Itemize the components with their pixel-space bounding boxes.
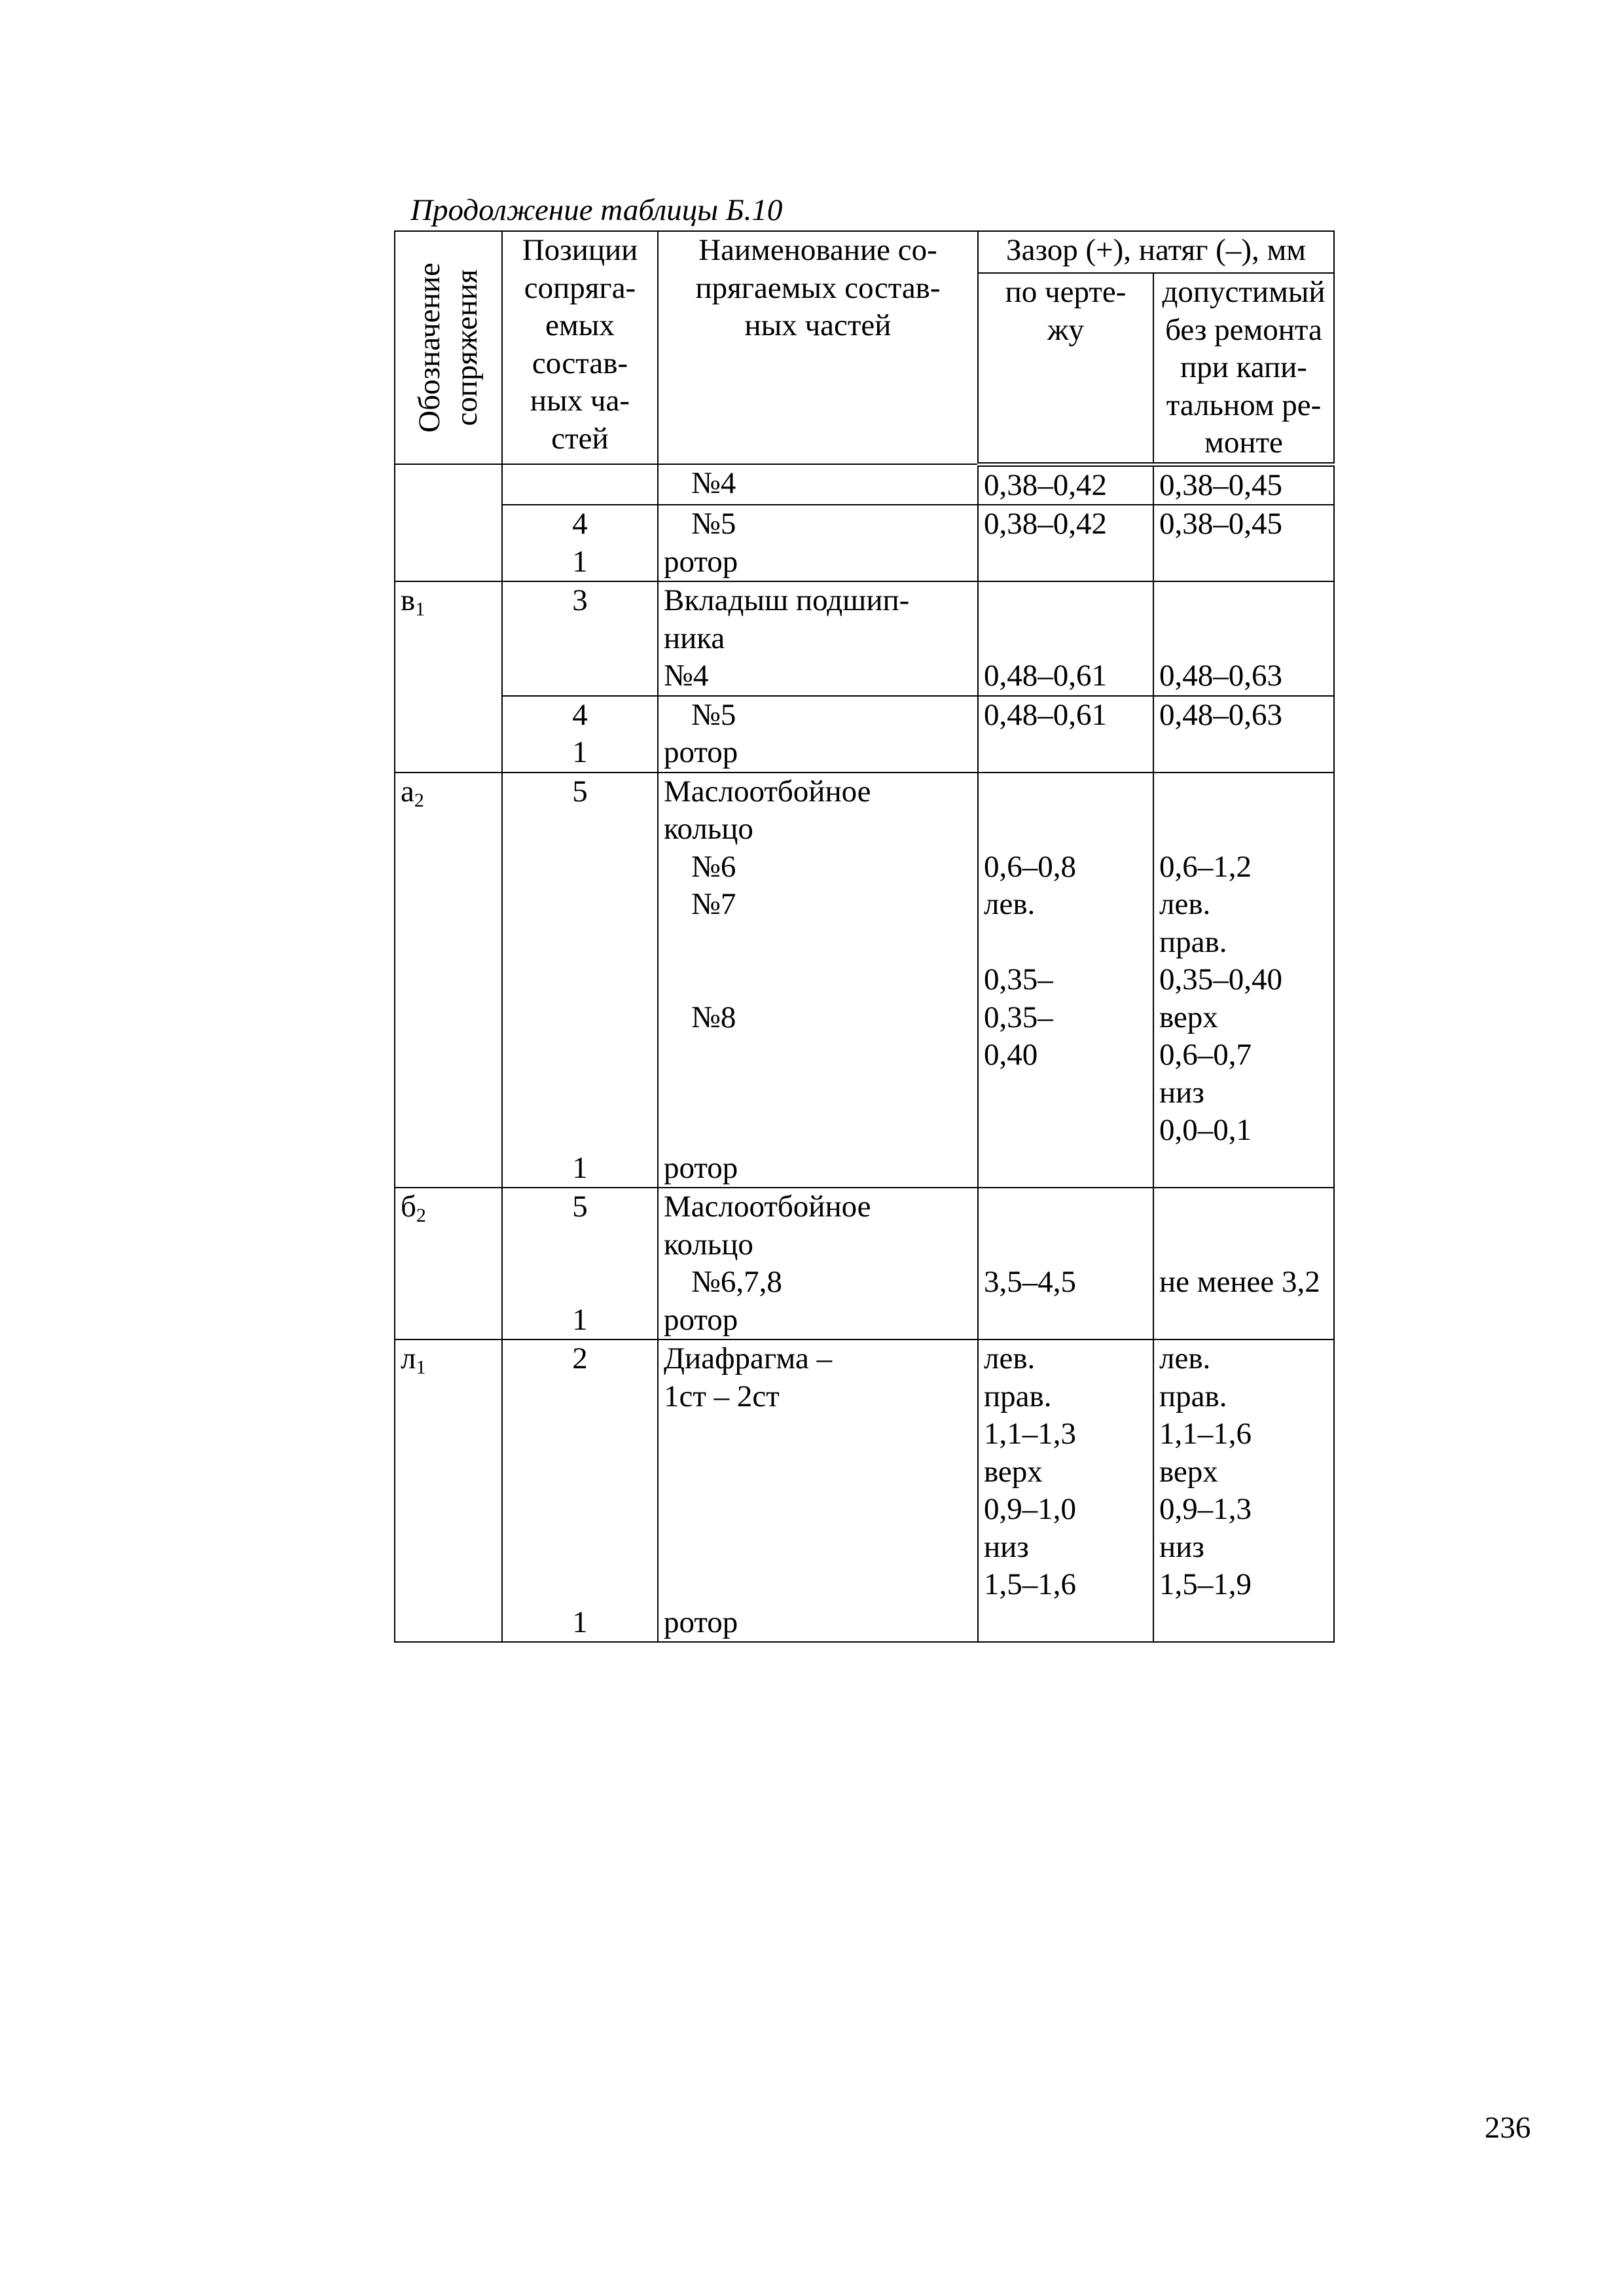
designation-letter: а: [401, 774, 414, 809]
allowable-value-cell: [1153, 1339, 1334, 1642]
table-row: [395, 464, 1334, 505]
text-line: верх: [1159, 1000, 1218, 1034]
text-line: [508, 1074, 652, 1112]
text-line: без ремонта: [1165, 312, 1322, 347]
text-line: [984, 773, 1147, 811]
text-line: [508, 1491, 652, 1529]
text-line: №6: [691, 849, 736, 884]
text-line: [664, 961, 972, 999]
part-name-cell: [658, 1188, 978, 1339]
text-line: 1,1–1,6: [1159, 1417, 1252, 1451]
text-line: [664, 1415, 972, 1453]
text-line: 1: [572, 1605, 588, 1639]
text-line: 1: [572, 1302, 588, 1337]
text-line: Диафрагма –: [664, 1341, 833, 1376]
text-line: 1,5–1,6: [984, 1567, 1076, 1601]
table-row: [395, 1188, 1334, 1339]
text-line: [508, 1226, 652, 1264]
text-line: [1159, 1226, 1328, 1264]
clearance-table: [394, 230, 1335, 1643]
text-line: [508, 657, 652, 695]
designation-cell: [395, 773, 502, 1188]
positions-cell: [502, 696, 658, 773]
text-line: кольцо: [664, 812, 753, 846]
text-line: сопряга-: [524, 270, 636, 305]
text-line: 0,48–0,61: [984, 697, 1107, 732]
part-name-cell: [658, 1339, 978, 1642]
text-line: стей: [551, 421, 609, 456]
text-line: при капи-: [1180, 350, 1307, 384]
text-line: 0,9–1,0: [984, 1492, 1076, 1526]
text-line: №4: [691, 466, 736, 500]
text-line: ротор: [664, 1605, 738, 1639]
part-name-cell: [658, 696, 978, 773]
table-row: [395, 505, 1334, 581]
text-line: по черте-: [1005, 275, 1127, 309]
text-line: [508, 1566, 652, 1604]
text-line: [508, 924, 652, 962]
designation-cell: [395, 1339, 502, 1642]
positions-cell: [502, 773, 658, 1188]
allowable-value-cell: [1153, 505, 1334, 581]
allowable-value-cell: [1153, 581, 1334, 696]
table-row: [395, 1339, 1334, 1642]
header-allowable: [1153, 273, 1334, 464]
table-caption: Продолжение таблицы Б.10: [410, 193, 783, 227]
text-line: 0,48–0,61: [984, 659, 1107, 693]
text-line: [984, 1188, 1147, 1226]
text-line: ника: [664, 621, 725, 655]
text-line: 4: [572, 697, 588, 732]
text-line: [664, 1074, 972, 1112]
text-line: ных ча-: [530, 384, 630, 418]
text-line: емых: [545, 308, 615, 342]
text-line: [664, 1036, 972, 1074]
positions-cell: [502, 464, 658, 505]
part-name-cell: [658, 464, 978, 505]
text-line: [664, 1453, 972, 1491]
text-line: низ: [1159, 1529, 1204, 1564]
text-line: верх: [1159, 1454, 1218, 1489]
text-line: №5: [691, 507, 736, 541]
table-row: [395, 773, 1334, 1188]
allowable-value-cell: [1153, 464, 1334, 505]
text-line: [1159, 620, 1328, 658]
text-line: прав.: [984, 1379, 1052, 1413]
header-designation: Обозначение сопряжения: [395, 231, 502, 464]
text-line: [664, 1491, 972, 1529]
text-line: Вкладыш подшип-: [664, 583, 910, 617]
text-line: [1159, 773, 1328, 811]
designation-index: 1: [415, 598, 425, 620]
text-line: ротор: [664, 1150, 738, 1185]
text-line: 1: [572, 1150, 588, 1185]
text-line: жу: [1047, 312, 1084, 347]
text-line: низ: [984, 1529, 1029, 1564]
text-line: кольцо: [664, 1227, 753, 1262]
text-line: №4: [664, 659, 709, 693]
text-line: низ: [1159, 1075, 1204, 1110]
text-line: 5: [572, 1190, 588, 1224]
text-line: Маслоотбойное: [664, 774, 871, 809]
part-name-cell: [658, 581, 978, 696]
text-line: №8: [691, 1000, 736, 1034]
text-line: Наименование со-: [698, 233, 937, 267]
text-line: не менее 3,2: [1159, 1265, 1320, 1299]
text-line: [508, 1415, 652, 1453]
text-line: [1159, 1188, 1328, 1226]
drawing-value-cell: [978, 505, 1153, 581]
text-line: [508, 961, 652, 999]
text-line: [984, 811, 1147, 848]
text-line: №7: [691, 887, 736, 921]
text-line: 0,35–0,40: [1159, 962, 1282, 996]
text-line: прав.: [1159, 1379, 1227, 1413]
text-line: №5: [691, 697, 736, 732]
drawing-value-cell: [978, 1188, 1153, 1339]
text-line: 0,40: [984, 1038, 1038, 1072]
text-line: 1: [572, 544, 588, 579]
text-line: 0,38–0,42: [984, 507, 1107, 541]
text-line: лев.: [984, 1341, 1036, 1376]
text-line: [508, 1264, 652, 1302]
text-line: лев.: [1159, 887, 1211, 921]
designation-letter: в: [401, 583, 416, 617]
text-line: [984, 1226, 1147, 1264]
header-part-name: [658, 231, 978, 464]
header-by-drawing: [978, 273, 1153, 464]
text-line: [508, 811, 652, 848]
drawing-value-cell: [978, 464, 1153, 505]
text-line: [508, 848, 652, 886]
text-line: 0,38–0,45: [1159, 507, 1282, 541]
text-line: 0,48–0,63: [1159, 659, 1282, 693]
text-line: 0,6–0,8: [984, 849, 1076, 884]
text-line: [664, 1529, 972, 1567]
text-line: 1: [572, 735, 588, 769]
text-line: [664, 1112, 972, 1150]
text-line: 1,1–1,3: [984, 1417, 1076, 1451]
text-line: ротор: [664, 1302, 738, 1337]
allowable-value-cell: [1153, 773, 1334, 1188]
text-line: 0,35–: [984, 1000, 1053, 1034]
text-line: [1159, 582, 1328, 620]
header-positions: [502, 231, 658, 464]
text-line: 3: [572, 583, 588, 617]
designation-letter: б: [401, 1190, 416, 1224]
text-line: [508, 1453, 652, 1491]
text-line: [664, 1566, 972, 1604]
designation-cell: [395, 1188, 502, 1339]
text-line: лев.: [1159, 1341, 1211, 1376]
drawing-value-cell: [978, 1339, 1153, 1642]
designation-index: 2: [416, 1205, 426, 1226]
header-row-top: [395, 231, 1334, 273]
designation-cell: [395, 581, 502, 773]
text-line: прягаемых состав-: [695, 270, 941, 305]
text-line: 0,0–0,1: [1159, 1113, 1252, 1147]
page-number: 236: [1485, 2111, 1531, 2145]
text-line: допустимый: [1162, 275, 1326, 309]
text-line: лев.: [984, 887, 1036, 921]
text-line: [508, 1112, 652, 1150]
text-line: верх: [984, 1454, 1043, 1489]
text-line: ных частей: [744, 308, 892, 342]
text-line: [1159, 811, 1328, 848]
text-line: [508, 886, 652, 924]
text-line: 1ст – 2ст: [664, 1379, 780, 1413]
text-line: ротор: [664, 544, 738, 579]
text-line: ротор: [664, 735, 738, 769]
designation-letter: л: [401, 1341, 416, 1376]
text-line: [984, 924, 1147, 962]
text-line: 5: [572, 774, 588, 809]
text-line: Позиции: [522, 233, 638, 267]
text-line: 0,48–0,63: [1159, 697, 1282, 732]
text-line: 2: [572, 1341, 588, 1376]
text-line: [508, 620, 652, 658]
text-line: Маслоотбойное: [664, 1190, 871, 1224]
text-line: 0,6–1,2: [1159, 849, 1252, 884]
part-name-cell: [658, 505, 978, 581]
text-line: состав-: [532, 346, 628, 380]
positions-cell: [502, 1188, 658, 1339]
text-line: 0,6–0,7: [1159, 1038, 1252, 1072]
text-line: [984, 620, 1147, 658]
designation-cell: [395, 464, 502, 581]
table-row: [395, 696, 1334, 773]
text-line: 0,38–0,42: [984, 467, 1107, 502]
allowable-value-cell: [1153, 696, 1334, 773]
drawing-value-cell: [978, 773, 1153, 1188]
text-line: монте: [1204, 426, 1283, 460]
text-line: [508, 465, 652, 503]
text-line: 0,9–1,3: [1159, 1492, 1252, 1526]
positions-cell: [502, 581, 658, 696]
text-line: [508, 1378, 652, 1416]
designation-index: 2: [414, 789, 424, 811]
text-line: 4: [572, 507, 588, 541]
text-line: 0,38–0,45: [1159, 467, 1282, 502]
text-line: [984, 582, 1147, 620]
positions-cell: [502, 505, 658, 581]
table-body: [395, 464, 1334, 1642]
drawing-value-cell: [978, 696, 1153, 773]
text-line: 3,5–4,5: [984, 1265, 1076, 1299]
table-row: [395, 581, 1334, 696]
text-line: [508, 1036, 652, 1074]
allowable-value-cell: [1153, 1188, 1334, 1339]
drawing-value-cell: [978, 581, 1153, 696]
header-gap-group: Зазор (+), натяг (–), мм: [978, 231, 1334, 273]
text-line: [508, 999, 652, 1037]
text-line: [508, 1529, 652, 1567]
positions-cell: [502, 1339, 658, 1642]
designation-index: 1: [416, 1357, 426, 1378]
text-line: тальном ре-: [1166, 388, 1322, 422]
text-line: прав.: [1159, 924, 1227, 959]
text-line: №6,7,8: [691, 1265, 782, 1299]
part-name-cell: [658, 773, 978, 1188]
text-line: 0,35–: [984, 962, 1053, 996]
text-line: 1,5–1,9: [1159, 1567, 1252, 1601]
text-line: [664, 924, 972, 962]
